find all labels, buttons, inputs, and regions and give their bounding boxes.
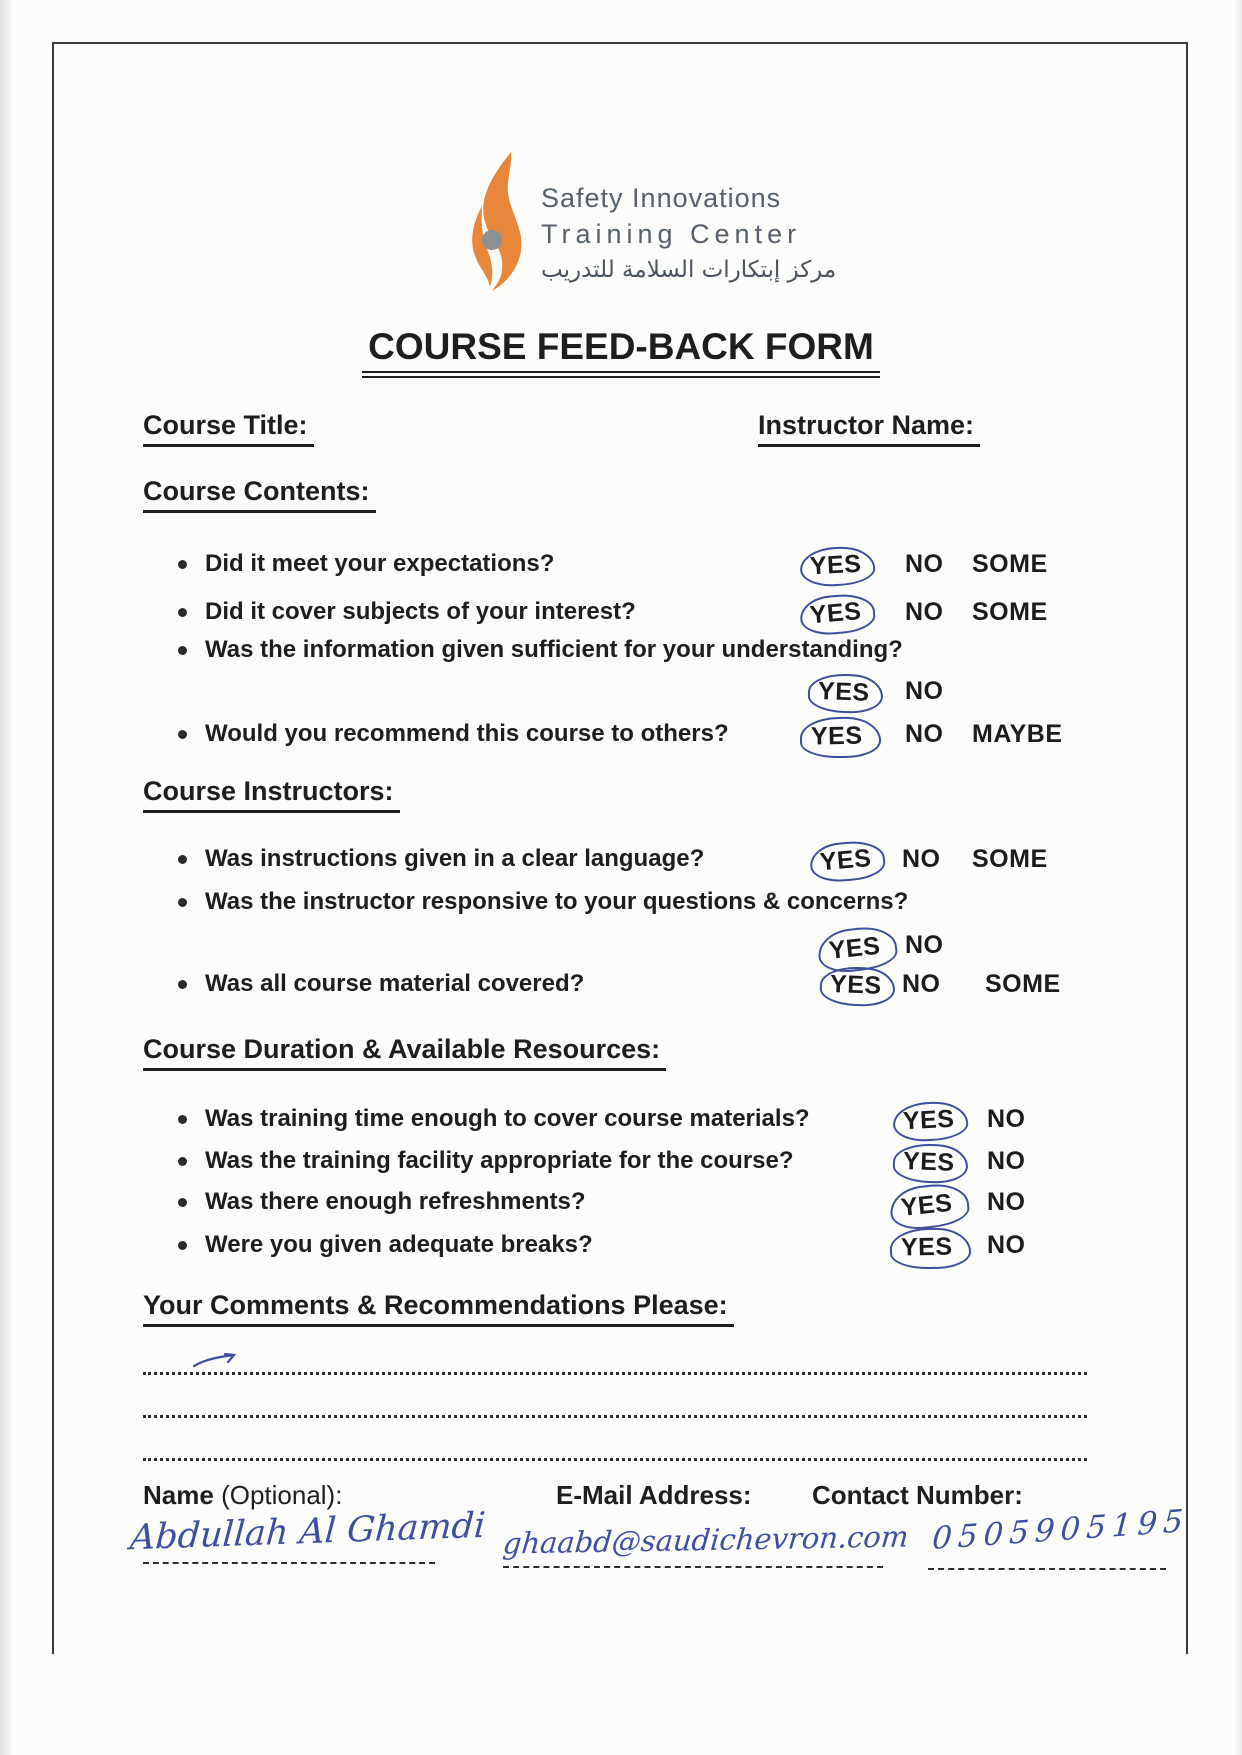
pen-circle: YES <box>888 1181 971 1232</box>
question-text: Was instructions given in a clear language? <box>205 845 705 872</box>
option-yes-selected[interactable] <box>800 598 875 634</box>
bullet-icon <box>178 1157 187 1166</box>
question-row <box>0 1147 1242 1183</box>
comments-line-1[interactable] <box>143 1372 1087 1375</box>
course-title-label: Course Title: <box>143 410 314 447</box>
question-text: Did it meet your expectations? <box>205 550 555 577</box>
option-yes-selected[interactable] <box>818 931 897 971</box>
option-yes-selected[interactable] <box>890 1188 969 1228</box>
answer-row <box>0 931 1242 967</box>
email-label: E-Mail Address: <box>556 1480 752 1510</box>
option-no[interactable]: NO <box>902 845 941 873</box>
contact-underline <box>928 1568 1166 1570</box>
option-some[interactable]: SOME <box>972 550 1048 578</box>
option-some[interactable]: SOME <box>985 970 1061 998</box>
bullet-icon <box>178 1198 187 1207</box>
bullet-icon <box>178 560 187 569</box>
pen-mark-icon <box>192 1352 238 1370</box>
title-row <box>0 326 1242 378</box>
question-text: Was the instructor responsive to your questions & concerns? <box>205 888 909 915</box>
question-text: Was all course material covered? <box>205 970 585 997</box>
option-yes-selected[interactable] <box>890 1231 971 1269</box>
name-label-bold: Name <box>143 1480 214 1510</box>
option-yes-selected[interactable] <box>820 970 895 1006</box>
bullet-icon <box>178 608 187 617</box>
bullet-icon <box>178 646 187 655</box>
answer-row <box>0 677 1242 713</box>
option-yes-selected[interactable] <box>893 1147 968 1183</box>
logo-line1: Safety Innovations <box>541 183 782 213</box>
question-row <box>0 970 1242 1006</box>
question-row <box>0 845 1242 881</box>
pen-circle: YES <box>807 673 883 715</box>
bullet-icon <box>178 980 187 989</box>
flame-logo-icon <box>468 150 532 292</box>
handwritten-contact[interactable]: 0505905195 <box>931 1502 1191 1558</box>
pen-circle: YES <box>890 1227 971 1269</box>
option-yes-selected[interactable] <box>800 720 881 758</box>
pen-circle: YES <box>816 924 899 975</box>
logo-line2: Training Center <box>541 219 802 249</box>
option-yes-selected[interactable] <box>893 1105 968 1141</box>
option-no[interactable]: NO <box>905 550 944 578</box>
option-some[interactable]: SOME <box>972 598 1048 626</box>
question-text: Was the training facility appropriate for the course? <box>205 1147 794 1174</box>
question-text: Was training time enough to cover course materials? <box>205 1105 810 1132</box>
section-heading-duration: Course Duration & Available Resources: <box>143 1034 666 1071</box>
handwritten-name[interactable]: Abdullah Al Ghamdi <box>128 1505 487 1559</box>
option-no[interactable]: NO <box>902 970 941 998</box>
option-no[interactable]: NO <box>987 1105 1026 1133</box>
pen-circle: YES <box>892 1100 968 1143</box>
bullet-icon <box>178 1241 187 1250</box>
option-no[interactable]: NO <box>905 720 944 748</box>
logo-arabic: مركز إبتكارات السلامة للتدريب <box>541 257 837 283</box>
option-no[interactable]: NO <box>905 931 944 959</box>
question-text: Did it cover subjects of your interest? <box>205 598 636 625</box>
page-title: COURSE FEED-BACK FORM <box>362 326 880 378</box>
email-underline <box>503 1566 883 1568</box>
instructor-name-label: Instructor Name: <box>758 410 980 447</box>
question-text: Was the information given sufficient for your understanding? <box>205 636 903 663</box>
question-row <box>0 550 1242 586</box>
section-heading-contents: Course Contents: <box>143 476 376 513</box>
question-row <box>0 888 1242 924</box>
comments-line-3[interactable] <box>143 1458 1087 1461</box>
section-heading-instructors: Course Instructors: <box>143 776 400 813</box>
pen-circle: YES <box>808 839 886 884</box>
comments-line-2[interactable] <box>143 1415 1087 1418</box>
option-yes-selected[interactable] <box>808 677 883 713</box>
option-maybe[interactable]: MAYBE <box>972 720 1063 748</box>
question-row <box>0 720 1242 756</box>
pen-circle: YES <box>799 545 875 588</box>
question-row <box>0 1105 1242 1141</box>
bullet-icon <box>178 1115 187 1124</box>
option-no[interactable]: NO <box>987 1147 1026 1175</box>
question-text: Was there enough refreshments? <box>205 1188 586 1215</box>
bullet-icon <box>178 855 187 864</box>
option-no[interactable]: NO <box>905 598 944 626</box>
question-row <box>0 598 1242 634</box>
option-no[interactable]: NO <box>987 1188 1026 1216</box>
name-label <box>143 1480 342 1511</box>
question-row <box>0 1188 1242 1224</box>
option-yes-selected[interactable] <box>800 550 875 586</box>
option-no[interactable]: NO <box>987 1231 1026 1259</box>
option-no[interactable]: NO <box>905 677 944 705</box>
name-label-optional: (Optional): <box>221 1480 343 1510</box>
pen-circle: YES <box>892 1143 968 1185</box>
handwritten-email[interactable]: ghaabd@saudichevron.com <box>501 1519 910 1561</box>
question-text: Were you given adequate breaks? <box>205 1231 593 1258</box>
contact-label: Contact Number: <box>812 1480 1023 1510</box>
logo-text <box>541 183 836 283</box>
bullet-icon <box>178 730 187 739</box>
pen-circle: YES <box>819 966 895 1008</box>
option-some[interactable]: SOME <box>972 845 1048 873</box>
question-text: Would you recommend this course to others? <box>205 720 729 747</box>
comments-heading: Your Comments & Recommendations Please: <box>143 1290 734 1327</box>
pen-circle: YES <box>800 716 881 758</box>
bullet-icon <box>178 898 187 907</box>
pen-circle: YES <box>798 592 876 637</box>
question-row <box>0 636 1242 672</box>
option-yes-selected[interactable] <box>810 845 885 881</box>
question-row <box>0 1231 1242 1267</box>
name-underline <box>143 1562 435 1564</box>
